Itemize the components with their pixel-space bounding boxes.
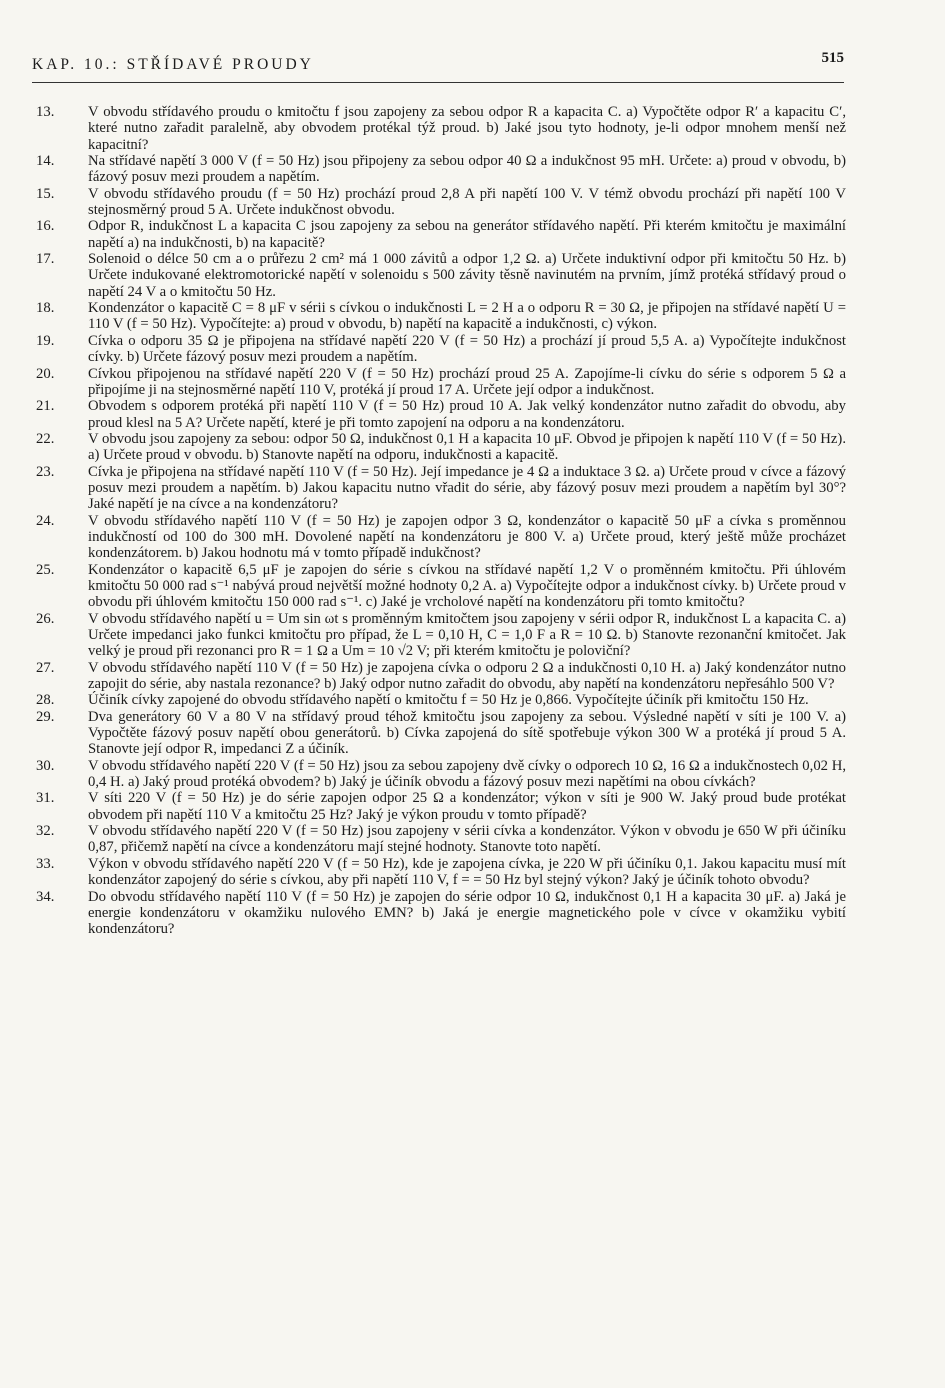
problem-number: 25.	[36, 561, 55, 578]
problem-text: Na střídavé napětí 3 000 V (f = 50 Hz) jsou připojeny za sebou odpor 40 Ω a indukčnost 95 mH. Určete: a) proud v obvodu, b) fázový posuv mezi proudem a napětím.	[88, 153, 846, 186]
problem-text: Cívka je připojena na střídavé napětí 110 V (f = 50 Hz). Její impedance je 4 Ω a induktace 3 Ω. a) Určete proud v cívce a fázový posuv mezi proudem a napětím. b) Jakou kapacitu nutno vřadit do série, aby fázový posuv mezi proudem a napětím byl 30°? Jaké napětí je na cívce a na kondenzátoru?	[88, 463, 846, 513]
problem-item	[36, 251, 846, 300]
problem-number: 15.	[36, 185, 55, 202]
problem-item	[36, 709, 846, 758]
problem-text: V obvodu střídavého napětí 110 V (f = 50 Hz) je zapojen odpor 3 Ω, kondenzátor o kapacitě 50 μF a cívka s proměnnou indukčností od 100 do 300 mH. Dovolené napětí na kondenzátoru je 800 V. a) Určete proud, který ještě může procházet kondenzátorem. b) Jakou hodnotu má v tomto případě indukčnost?	[88, 512, 846, 562]
problem-text: Do obvodu střídavého napětí 110 V (f = 50 Hz) je zapojen do série odpor 10 Ω, indukčnost 0,1 H a kapacita 30 μF. a) Jaká je energie kondenzátoru v okamžiku nulového EMN? b) Jaká je energie magnetického pole v cívce v okamžiku vybití kondenzátoru?	[88, 888, 846, 938]
problem-item	[36, 692, 846, 708]
problem-item	[36, 889, 846, 938]
problem-number: 27.	[36, 659, 55, 676]
page-header	[32, 48, 844, 83]
problem-text: Dva generátory 60 V a 80 V na střídavý proud téhož kmitočtu jsou zapojeny za sebou. Výsledné napětí v síti je 100 V. a) Vypočtěte fázový posuv napětí obou generátorů. b) Cívka zapojená do sítě spotřebuje výkon 300 W a protéká jí proud 5 A. Stanovte její odpor R, impedanci Z a účiník.	[88, 708, 846, 758]
problem-number: 13.	[36, 104, 55, 120]
problem-number: 22.	[36, 430, 55, 447]
problem-item	[36, 823, 846, 856]
problem-text: Cívkou připojenou na střídavé napětí 220 V (f = 50 Hz) prochází proud 25 A. Zapojíme-li cívku do série s odporem 5 Ω a připojíme ji na stejnosměrné napětí 110 V, protéká jí proud 17 A. Určete její odpor a indukčnost.	[88, 365, 846, 398]
problem-item	[36, 464, 846, 513]
problem-number: 24.	[36, 512, 55, 529]
problem-number: 34.	[36, 888, 55, 905]
problem-text: Cívka o odporu 35 Ω je připojena na střídavé napětí 220 V (f = 50 Hz) a prochází jí proud 5,5 A. a) Vypočítejte indukčnost cívky. b) Určete fázový posuv mezi proudem a napětím.	[88, 332, 846, 366]
problem-item	[36, 790, 846, 823]
problem-number: 29.	[36, 708, 55, 725]
problem-item	[36, 856, 846, 889]
problem-text: Solenoid o délce 50 cm a o průřezu 2 cm² má 1 000 závitů a odpor 1,2 Ω. a) Určete induktivní odpor při kmitočtu 50 Hz. b) Určete indukované elektromotorické napětí v solenoidu s 500 závity těsně navinutém na prvním, jímž protéká střídavý proud o napětí 24 V a o kmitočtu 50 Hz.	[88, 251, 846, 300]
problem-item	[36, 333, 846, 366]
problem-text: V obvodu jsou zapojeny za sebou: odpor 50 Ω, indukčnost 0,1 H a kapacita 10 μF. Obvod je připojen k napětí 110 V (f = 50 Hz). a) Určete proud v obvodu. b) Stanovte napětí na odporu, indukčnosti a kapacitě.	[88, 430, 846, 464]
problem-text: Obvodem s odporem protéká při napětí 110 V (f = 50 Hz) proud 10 A. Jak velký kondenzátor nutno zařadit do obvodu, aby proud klesl na 5 A? Určete napětí, které je při tomto zapojení na odporu a na kondenzátoru.	[88, 398, 846, 431]
problem-number: 17.	[36, 251, 55, 268]
chapter-title: KAP. 10.: STŘÍDAVÉ PROUDY	[32, 56, 314, 73]
problem-item	[36, 562, 846, 611]
problem-text: Účiník cívky zapojené do obvodu střídavého napětí o kmitočtu f = 50 Hz je 0,866. Vypočítejte účiník při kmitočtu 150 Hz.	[88, 692, 809, 709]
problem-number: 32.	[36, 823, 55, 840]
problem-item	[36, 153, 846, 186]
problem-number: 20.	[36, 365, 55, 382]
problem-text: Odpor R, indukčnost L a kapacita C jsou zapojeny za sebou na generátor střídavého napětí. Při kterém kmitočtu je maximální napětí a) na indukčnosti, b) na kapacitě?	[88, 218, 846, 251]
problem-item	[36, 513, 846, 562]
problem-item	[36, 431, 846, 464]
problem-text: V obvodu střídavého proudu (f = 50 Hz) prochází proud 2,8 A při napětí 100 V. V témž obvodu prochází při napětí 100 V stejnosměrný proud 5 A. Určete indukčnost obvodu.	[88, 185, 846, 219]
problem-number: 30.	[36, 757, 55, 774]
problem-list	[36, 104, 846, 938]
problem-text: V obvodu střídavého napětí 220 V (f = 50 Hz) jsou zapojeny v sérii cívka a kondenzátor. Výkon v obvodu je 650 W při účiníku 0,87, přičemž napětí na cívce a kondenzátoru mají stejné hodnoty. Stanovte toto napětí.	[88, 823, 846, 856]
problem-text: V obvodu střídavého napětí 110 V (f = 50 Hz) je zapojena cívka o odporu 2 Ω a indukčnosti 0,10 H. a) Jaký kondenzátor nutno zapojit do série, aby nastala rezonance? b) Jaký odpor nutno zařadit do obvodu, aby napětí na kondenzátoru nepřesáhlo 500 V?	[88, 659, 846, 693]
problem-number: 19.	[36, 332, 55, 349]
problem-number: 16.	[36, 218, 55, 235]
problem-item	[36, 660, 846, 693]
problem-item	[36, 104, 846, 153]
problem-item	[36, 218, 846, 251]
page-number: 515	[821, 50, 844, 66]
problem-number: 23.	[36, 463, 55, 480]
problem-number: 26.	[36, 610, 55, 627]
problem-text: Výkon v obvodu střídavého napětí 220 V (f = 50 Hz), kde je zapojena cívka, je 220 W při účiníku 0,1. Jakou kapacitu musí mít kondenzátor zapojený do série s cívkou, aby při napětí 110 V, f = = 50 Hz byl stejný výkon? Jaký je účiník tohoto obvodu?	[88, 855, 846, 889]
problem-number: 21.	[36, 398, 55, 415]
problem-item	[36, 611, 846, 660]
problem-item	[36, 300, 846, 333]
problem-number: 33.	[36, 855, 55, 872]
problem-text: V obvodu střídavého napětí u = Um sin ωt s proměnným kmitočtem jsou zapojeny v sérii odpor R, indukčnost L a kapacita C. a) Určete impedanci jako funkci kmitočtu pro případ, že L = 0,10 H, C = 1,0 F a R = 10 Ω. b) Stanovte rezonanční kmitočet. Jak velký je proud při rezonanci pro R = 1 Ω a Um = 10 √2 V; při kterém kmitočtu je poloviční?	[88, 610, 846, 660]
problem-text: V obvodu střídavého proudu o kmitočtu f jsou zapojeny za sebou odpor R a kapacita C. a) Vypočtěte odpor R′ a kapacitu C′, které nutno zařadit paralelně, aby obvodem protékal týž proud. b) Jaké jsou tyto hodnoty, je-li odpor mnohem menší než kapacitní?	[88, 104, 846, 153]
problem-text: Kondenzátor o kapacitě C = 8 μF v sérii s cívkou o indukčnosti L = 2 H a o odporu R = 30 Ω, je připojen na střídavé napětí U = 110 V (f = 50 Hz). Vypočítejte: a) proud v obvodu, b) napětí na kapacitě a indukčnosti, c) výkon.	[88, 300, 846, 333]
problem-item	[36, 366, 846, 399]
problem-item	[36, 186, 846, 219]
problem-number: 31.	[36, 790, 55, 807]
problem-item	[36, 398, 846, 431]
problem-item	[36, 758, 846, 791]
problem-text: V síti 220 V (f = 50 Hz) je do série zapojen odpor 25 Ω a kondenzátor; výkon v síti je 900 W. Jaký proud bude protékat obvodem při napětí 110 V a kmitočtu 25 Hz? Jaký je výkon proudu v tomto případě?	[88, 790, 846, 823]
problem-text: Kondenzátor o kapacitě 6,5 μF je zapojen do série s cívkou na střídavé napětí 1,2 V o proměnném kmitočtu. Při úhlovém kmitočtu 50 000 rad s⁻¹ nabývá proud největší možné hodnoty 0,2 A. a) Vypočítejte odpor a indukčnost cívky. b) Určete proud v obvodu při úhlovém kmitočtu 150 000 rad s⁻¹. c) Jaké je vrcholové napětí na kondenzátoru při tomto kmitočtu?	[88, 561, 846, 611]
problem-number: 18.	[36, 300, 55, 317]
problem-number: 28.	[36, 692, 55, 709]
problem-number: 14.	[36, 153, 55, 170]
problem-text: V obvodu střídavého napětí 220 V (f = 50 Hz) jsou za sebou zapojeny dvě cívky o odporech 10 Ω, 16 Ω a indukčnostech 0,02 H, 0,4 H. a) Jaký proud protéká obvodem? b) Jaký je účiník obvodu a fázový posuv mezi napětími na obou cívkách?	[88, 757, 846, 791]
